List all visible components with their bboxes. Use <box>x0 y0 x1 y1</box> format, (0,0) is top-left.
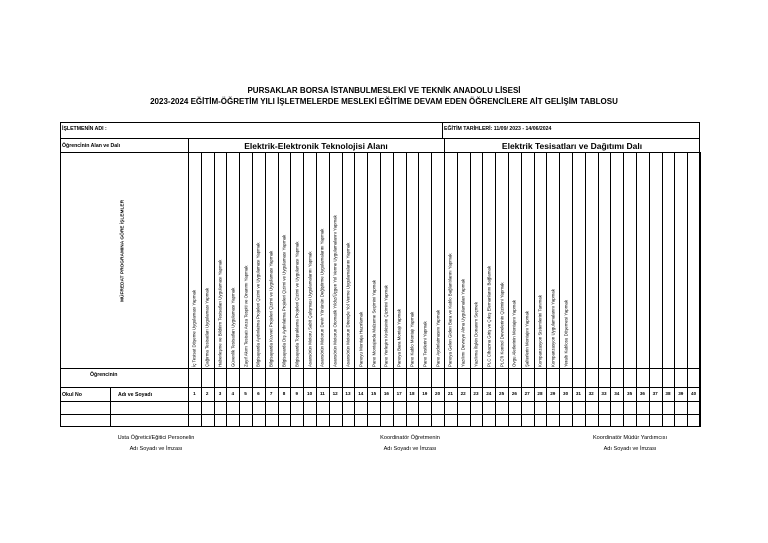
student-name-label: Adı ve Soyadı <box>118 392 153 398</box>
task-col-line <box>316 152 317 427</box>
area-label: Öğrenci̇nin Alan ve Dalı <box>62 143 121 149</box>
task-col-line <box>354 152 355 427</box>
task-label: Pano Aydınlatmasını Yapmak <box>435 309 441 367</box>
task-col-line <box>290 152 291 427</box>
signature-role-1: Usta Öğretici/Eğitici Personelin <box>117 435 195 441</box>
task-column-24 <box>482 265 495 368</box>
task-label: Kompanzasyon Uygulamalarını Yapmak <box>550 289 556 367</box>
task-number: 9 <box>295 391 299 396</box>
task-label: Haberleşme ve Bildirim Tesisatları Uygulaması Yapmak <box>217 259 223 367</box>
task-col-line <box>674 152 675 427</box>
task-col-line <box>431 152 432 427</box>
task-column-22 <box>457 278 470 368</box>
task-col-line <box>252 152 253 427</box>
signature-line-1: Adı Soyadı ve İmzası <box>129 446 183 452</box>
signature-role-3: Koordinatör Müdür Yardımcısı <box>592 435 668 441</box>
task-label: PLC'li Kontrol Devrelerinin Çizimini Yapmak <box>499 282 505 367</box>
task-number: 10 <box>307 391 313 396</box>
task-number: 27 <box>524 391 530 396</box>
task-col-line <box>508 152 509 427</box>
task-number: 26 <box>511 391 517 396</box>
task-col-line <box>418 152 419 427</box>
task-number: 21 <box>447 391 453 396</box>
task-number: 36 <box>639 391 645 396</box>
school-title: PURSAKLAR BORSA İSTANBULMESLEKİ VE TEKNİK ANADOLU LİSESİ <box>247 86 521 95</box>
task-label: Şalterlerin Montajını Yapmak <box>524 311 530 367</box>
task-number: 3 <box>218 391 222 396</box>
task-column-27 <box>521 311 534 368</box>
task-column-28 <box>534 295 547 368</box>
task-col-line <box>406 152 407 427</box>
student-label: Öğrencinin <box>90 372 118 378</box>
task-number: 6 <box>257 391 260 396</box>
business-name-label: İŞLETMENİN ADI : <box>62 126 107 132</box>
task-col-line <box>226 152 227 427</box>
task-col-line <box>201 152 202 427</box>
task-col-line <box>278 152 279 427</box>
task-column-2 <box>201 287 214 368</box>
task-column-5 <box>239 265 252 368</box>
development-table <box>60 122 700 427</box>
signature-line-2: Adı Soyadı ve İmzası <box>383 446 437 452</box>
task-label: Güvenlik Tesisatları Uygulaması Yapmak <box>230 287 236 367</box>
task-label: Bilgisayarda Kuvvet Projeleri Çizimi ve Uygulaması Yapmak <box>268 250 274 367</box>
task-col-line <box>585 152 586 427</box>
task-col-line <box>188 152 189 427</box>
task-col-line <box>470 152 471 427</box>
task-label: Yazılıma İlişkin Donanım Seçmek <box>473 301 479 367</box>
task-col-line <box>265 152 266 427</box>
task-number: 40 <box>691 391 697 396</box>
task-number: 31 <box>575 391 581 396</box>
task-number: 15 <box>371 391 377 396</box>
task-label: Pano Testlerini Yapmak <box>422 321 428 367</box>
signature-role-2: Koordinatör Öğretmenin <box>380 435 440 441</box>
border-top <box>60 122 700 123</box>
task-column-33 <box>598 367 611 368</box>
task-number: 28 <box>537 391 543 396</box>
task-label: Asansörün Motorun Devir Yönünün Değiştirme Uygulamalarını Yapmak <box>319 228 325 367</box>
task-column-19 <box>418 321 431 368</box>
training-dates-label: EĞİTİM TARİHLERİ: 11/09/ 2023 - 14/06/2024 <box>444 126 552 132</box>
task-number: 38 <box>665 391 671 396</box>
task-column-32 <box>585 367 598 368</box>
task-number: 18 <box>409 391 415 396</box>
task-label: Yazılımı Devreye Alma Uygulamaları Yapmak <box>460 278 466 367</box>
task-col-line <box>700 152 701 427</box>
school-no-label: Okul No <box>62 392 82 398</box>
task-column-21 <box>444 253 457 368</box>
task-column-15 <box>367 280 380 368</box>
task-col-line <box>623 152 624 427</box>
task-column-17 <box>393 309 406 368</box>
task-column-4 <box>226 287 239 368</box>
task-column-6 <box>252 242 265 368</box>
task-label: Ovgu Aletlerinin Montajını Yapmak <box>511 300 517 367</box>
task-column-38 <box>662 367 675 368</box>
border-left <box>60 122 61 427</box>
task-column-23 <box>470 301 483 368</box>
task-number: 39 <box>678 391 684 396</box>
task-column-3 <box>214 259 227 368</box>
task-label: Asansörün Motorun Dirençle Yol Verme Uygulamalarını Yapmak <box>345 242 351 367</box>
task-label: PLC Cihazına Giriş ve Çıkış Elemanlarını Bağlamak <box>486 265 492 367</box>
task-label: Bilgisayarda Topraklama Projeleri Çizimi ve Uygulaması Yapmak <box>294 241 300 367</box>
task-col-line <box>367 152 368 427</box>
task-number: 16 <box>383 391 389 396</box>
task-column-7 <box>265 250 278 368</box>
task-col-line <box>239 152 240 427</box>
task-col-line <box>329 152 330 427</box>
task-column-34 <box>610 367 623 368</box>
table-title: 2023-2024 EĞİTİM-ÖĞRETİM YILI İŞLETMELERDE MESLEKİ EĞİTİME DEVAM EDEN ÖĞRENCİLERE AİT GELİŞİM TABLOSU <box>150 97 618 106</box>
task-label: Zayıf Akım Tesisatı Arıza Tespiti ve Onarımı Yapmak <box>243 265 249 367</box>
task-col-line <box>214 152 215 427</box>
row-line <box>60 138 700 139</box>
task-number: 7 <box>269 391 273 396</box>
task-col-line <box>598 152 599 427</box>
task-number: 22 <box>460 391 466 396</box>
task-col-line <box>649 152 650 427</box>
branch-name: Elektrik Tesisatları ve Dağıtımı Dalı <box>501 141 643 151</box>
task-number: 20 <box>435 391 441 396</box>
task-label: Panoyu Montaja Hazırlamak <box>358 311 364 367</box>
task-number: 5 <box>244 391 247 396</box>
task-number: 32 <box>588 391 594 396</box>
task-label: Asansörün Motoru Sabit Çalışması Uygulamalarını Yapmak <box>307 251 313 367</box>
task-number: 17 <box>396 391 402 396</box>
task-label: Yeraltı Kablosu Döşemesi Yapmak <box>563 299 569 367</box>
task-col-line <box>521 152 522 427</box>
task-col-line <box>546 152 547 427</box>
task-col-line <box>610 152 611 427</box>
task-col-line <box>342 152 343 427</box>
task-label: Çağırma Tesisatları Uygulaması Yapmak <box>204 287 210 367</box>
task-label: Kompanzasyon Sistemlerini Tanımak <box>537 295 543 367</box>
signature-line-3: Adı Soyadı ve İmzası <box>603 446 657 452</box>
task-number: 11 <box>319 391 325 396</box>
task-label: Bilgisayarda Aydınlatma Projeleri Çizimi ve Uygulaması Yapmak <box>255 242 261 367</box>
task-number: 37 <box>652 391 658 396</box>
task-number: 30 <box>563 391 569 396</box>
task-column-12 <box>329 215 342 368</box>
task-col-line <box>303 152 304 427</box>
task-number: 14 <box>358 391 364 396</box>
task-number: 19 <box>422 391 428 396</box>
task-column-35 <box>623 367 636 368</box>
task-col-line <box>380 152 381 427</box>
task-column-31 <box>572 367 585 368</box>
task-column-36 <box>636 367 649 368</box>
task-number: 25 <box>499 391 505 396</box>
task-col-line <box>636 152 637 427</box>
task-number: 34 <box>614 391 620 396</box>
task-number: 4 <box>231 391 235 396</box>
task-column-30 <box>559 299 572 368</box>
col-line <box>110 387 111 427</box>
task-column-11 <box>316 228 329 368</box>
task-label: Panoya Gelen Giden Bara ve Kablo Bağlantılarını Yapmak <box>447 253 453 367</box>
curriculum-label-cell <box>118 199 128 303</box>
task-number: 1 <box>193 391 196 396</box>
task-column-39 <box>674 367 687 368</box>
task-number: 13 <box>345 391 351 396</box>
task-label: Pano Yerleşim Krokisinin Çizimini Yapmak <box>383 285 389 367</box>
task-column-1 <box>188 289 201 368</box>
task-number: 23 <box>473 391 479 396</box>
task-label: Panoya Bara Montajı Yapmak <box>396 309 402 367</box>
task-column-8 <box>278 234 291 368</box>
task-col-line <box>687 152 688 427</box>
task-number: 29 <box>550 391 556 396</box>
task-number: 24 <box>486 391 492 396</box>
task-column-40 <box>687 367 700 368</box>
task-column-9 <box>290 241 303 368</box>
task-column-20 <box>431 309 444 368</box>
task-col-line <box>534 152 535 427</box>
task-label: Pano Montajında Malzeme Seçimini Yapmak <box>371 280 377 367</box>
task-col-line <box>572 152 573 427</box>
col-line <box>188 138 189 152</box>
task-number: 33 <box>601 391 607 396</box>
col-line <box>442 122 443 138</box>
curriculum-label: MÜFREDAT PROGRAMINA GÖRE İŞLEMLER <box>120 199 126 302</box>
task-column-37 <box>649 367 662 368</box>
col-line <box>444 138 445 152</box>
task-label: Pano Kablo Montajı Yapmak <box>409 311 415 367</box>
task-column-26 <box>508 300 521 368</box>
task-number: 8 <box>282 391 286 396</box>
task-column-18 <box>406 311 419 368</box>
task-column-13 <box>342 242 355 368</box>
task-column-14 <box>354 311 367 368</box>
task-col-line <box>393 152 394 427</box>
task-col-line <box>559 152 560 427</box>
task-col-line <box>495 152 496 427</box>
area-name: Elektrik-Elektronik Teknolojisi Alanı <box>244 141 388 151</box>
task-col-line <box>662 152 663 427</box>
task-column-10 <box>303 251 316 368</box>
task-column-29 <box>546 289 559 368</box>
task-number: 12 <box>332 391 338 396</box>
task-column-25 <box>495 282 508 368</box>
task-label: Asansörün Motorun Otomatik Yıldız/Üçgen Yol Verme Uygulamalarını Yapmak <box>332 215 338 367</box>
task-column-16 <box>380 285 393 368</box>
task-label: Bilgisayarda Dış Aydınlatma Projeleri Çizimi ve Uygulaması Yapmak <box>281 234 287 367</box>
task-col-line <box>457 152 458 427</box>
task-label: İç Tesisat Döşeme Uygulaması Yapmak <box>191 289 197 367</box>
task-number: 2 <box>205 391 209 396</box>
task-col-line <box>444 152 445 427</box>
task-number: 35 <box>627 391 633 396</box>
task-col-line <box>482 152 483 427</box>
